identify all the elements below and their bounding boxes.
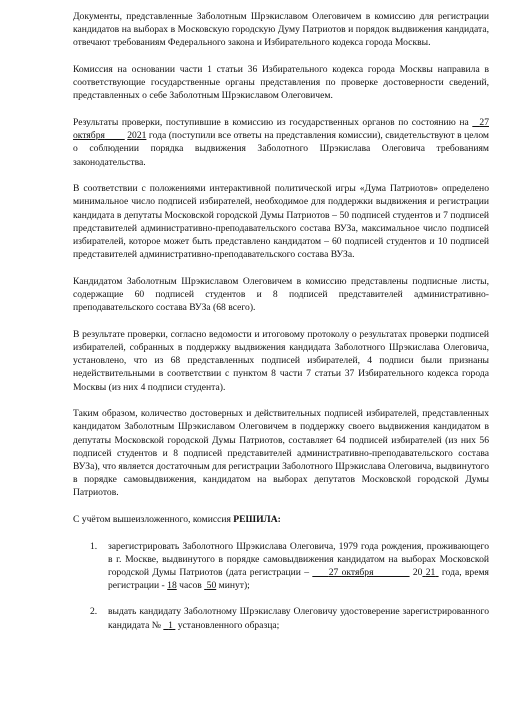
item-certificate-text: выдать кандидату Заболотному Шрэкиславу Олеговичу удостоверение зарегистрированного кандидата № bbox=[108, 606, 489, 631]
decision-item-certificate bbox=[73, 605, 489, 631]
decision-keyword: РЕШИЛА: bbox=[233, 514, 281, 526]
registration-time-label: года, время регистрации - bbox=[108, 567, 489, 592]
results-date: 27 октября bbox=[73, 117, 489, 142]
paragraph-signature-rules: В соответствии с положениями интерактивной политической игры «Дума Патриотов» определено минимальное число подписей избирателей, необходимое для поддержки выдвижения и регистрации кандидата в депутаты Московской городской Думы Патриотов – 50 подписей студентов и 7 подписей представителей административно-преподавательского состава ВУЗа, максимальное число подписей избирателей, которое может быть представлено кандидатом – 60 подписей студентов и 10 подписей представителей административно-преподавательского состава ВУЗа. bbox=[73, 183, 489, 261]
hours-label: часов bbox=[179, 580, 202, 592]
paragraph-valid-signatures: Таким образом, количество достоверных и действительных подписей избирателей, представленных кандидатом Заболотным Шрэкиславом Олеговичем в поддержку своего выдвижения кандидатом в депутаты Московской городской Думы Патриотов, составляет 64 подписей избирателей (из них 56 подписей студентов и 8 подписей представителей административно-преподавательского состава ВУЗа), что является достаточным для регистрации Заболотного Шрэкислава Олеговича, выдвинутого в порядке самовыдвижения, кандидатом на выборах депутатов Московской городской Думы Патриотов. bbox=[73, 408, 489, 499]
registration-hour: 18 bbox=[167, 580, 177, 592]
decision-item-register bbox=[73, 540, 489, 593]
certificate-number: 1 bbox=[168, 619, 173, 631]
item-register-text: зарегистрировать Заболотного Шрэкислава Олеговича, 1979 года рождения, проживающего в г. Москве, выдвинутого в порядке самовыдвижения кандидатом на выборах Московской городской Думы Патриотов (дата регистрации – bbox=[108, 540, 489, 579]
paragraph-verification-request: Комиссия на основании части 1 статьи 36 Избирательного кодекса города Москвы направила в соответствующие государственные органы представления по проверке достоверности сведений, представленных о себе Заболотным Шрэкиславом Олеговичем. bbox=[73, 64, 489, 102]
paragraph-documents: Документы, представленные Заболотным Шрэкиславом Олеговичем в комиссию для регистрации кандидатов на выборах в Московскую городскую Думу Патриотов и порядок выдвижения кандидата, отвечают требованиям Федерального закона и Избирательного кодекса города Москвы. bbox=[73, 11, 489, 49]
paragraph-decision-intro bbox=[73, 513, 489, 526]
document-page bbox=[73, 10, 489, 645]
item-certificate-end: установленного образца; bbox=[177, 619, 280, 631]
registration-year: 21 bbox=[425, 567, 436, 579]
item-number: 2. bbox=[90, 606, 98, 618]
results-text-start: Результаты проверки, поступившие в комиссию из государственных органов по состоянию на bbox=[73, 117, 469, 128]
registration-century: 20 bbox=[412, 567, 423, 579]
registration-date: 27 октября bbox=[328, 567, 374, 579]
paragraph-check-outcome: В результате проверки, согласно ведомости и итоговому протоколу о результатах проверки подписей избирателей, собранных в поддержку выдвижения кандидата Заболотного Шрэкислава Олеговича, установлено, что из 68 представленных подписей избирателей, 4 подписи были признаны недействительными в соответствии с пунктом 8 части 7 статьи 37 Избирательного кодекса города Москвы (из них 4 подписи студента). bbox=[73, 328, 489, 393]
paragraph-verification-results bbox=[73, 116, 489, 169]
registration-minute: 50 bbox=[206, 580, 217, 592]
paragraph-submitted-signatures: Кандидатом Заболотным Шрэкиславом Олеговичем в комиссию представлены подписные листы, содержащие 60 подписей студентов и 8 подписей представителей административно-преподавательского состава ВУЗа (68 всего). bbox=[73, 275, 489, 314]
results-year: 2021 bbox=[127, 130, 147, 142]
results-text-end: года (поступили все ответы на представления комиссии), свидетельствуют в целом о соблюдении порядка выдвижения Заболотного Шрэкислава Олеговича требованиям законодательства. bbox=[73, 130, 490, 168]
minutes-label: минут); bbox=[218, 580, 250, 592]
item-number: 1. bbox=[90, 540, 98, 552]
decision-intro-text: С учётом вышеизложенного, комиссия bbox=[73, 514, 231, 526]
decision-list bbox=[73, 540, 489, 632]
